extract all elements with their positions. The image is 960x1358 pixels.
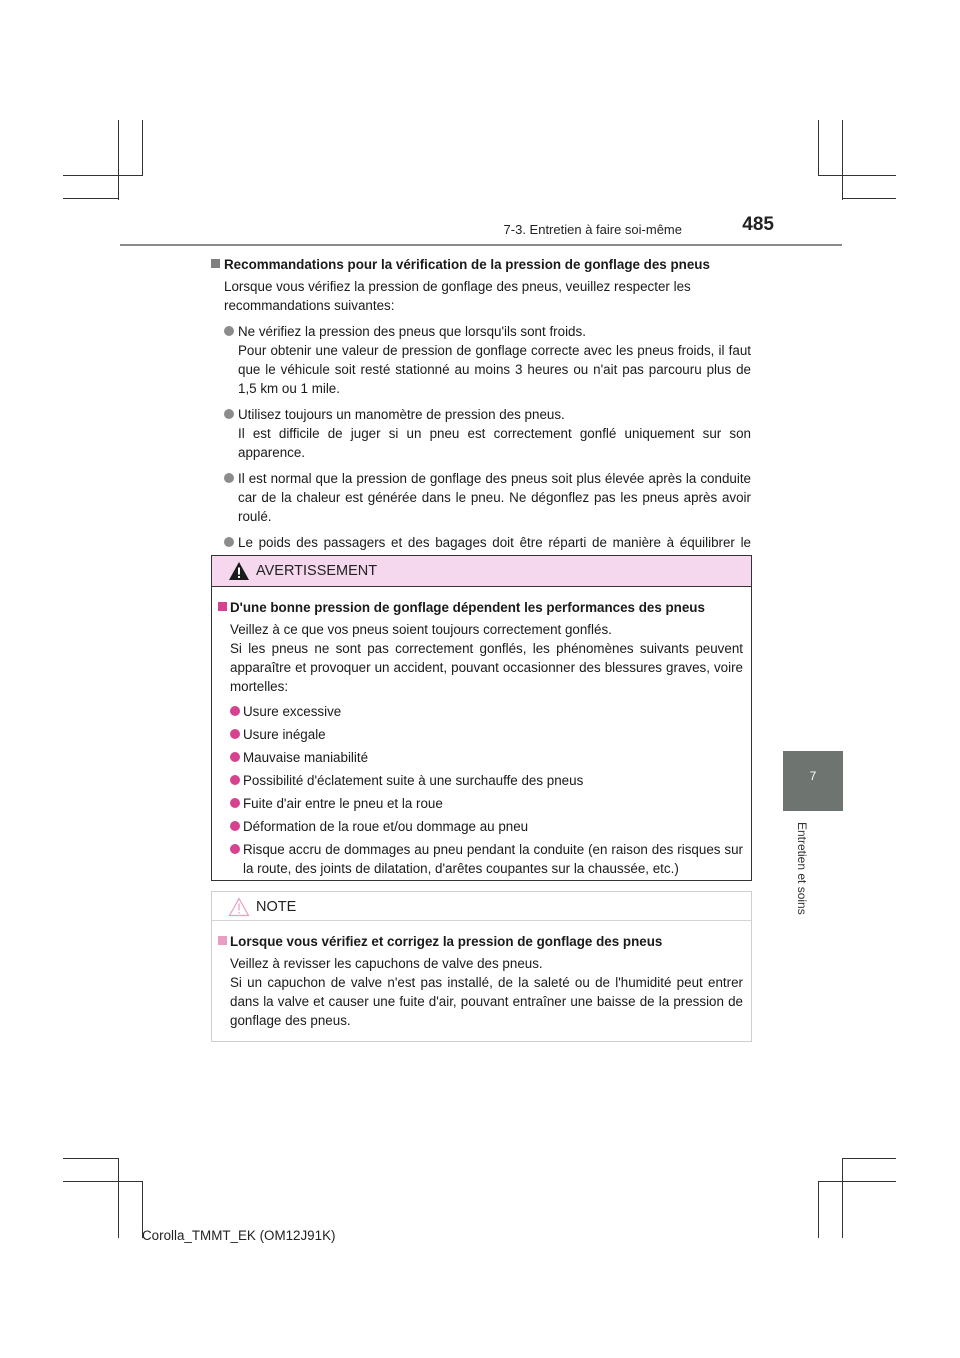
chapter-number: 7 [809, 769, 817, 783]
warning-box [211, 555, 752, 881]
warning-triangle-icon [228, 561, 250, 581]
square-bullet-icon [211, 259, 220, 268]
square-bullet-icon [218, 602, 227, 611]
caution-triangle-icon [228, 897, 250, 917]
list-item: Fuite d'air entre le pneu et la roue [218, 794, 743, 813]
bullet-dot-icon [230, 729, 240, 739]
crop-mark [142, 120, 143, 175]
list-item: Le poids des passagers et des bagages doit être réparti de manière à équilibrer le [211, 533, 751, 571]
list-item: Il est normal que la pression de gonflage des pneus soit plus élevée après la conduite car de la chaleur est générée dans le pneu. Ne dégonflez pas les pneus après avoir roulé. [211, 469, 751, 526]
crop-mark [63, 198, 118, 199]
bullet-dot-icon [224, 409, 234, 419]
crop-mark [63, 1158, 118, 1159]
bullet-dot-icon [224, 326, 234, 336]
note-header [212, 892, 751, 921]
crop-mark [818, 1181, 896, 1182]
warning-label: AVERTISSEMENT [256, 563, 378, 579]
bullet-dot-icon [224, 473, 234, 483]
crop-mark [63, 1181, 143, 1182]
list-item: Mauvaise maniabilité [218, 748, 743, 767]
list-item: Utilisez toujours un manomètre de pression des pneus. Il est difficile de juger si un pneu est correctement gonflé uniquement sur son apparence. [211, 405, 751, 462]
warning-body [212, 587, 751, 878]
main-heading: Recommandations pour la vérification de la pression de gonflage des pneus [211, 255, 751, 274]
note-body [212, 921, 751, 1030]
list-item: Risque accru de dommages au pneu pendant la conduite (en raison des risques sur la route, des joints de dilatation, d'arêtes coupantes sur la chaussée, etc.) [218, 840, 743, 878]
note-box [211, 891, 752, 1042]
warning-heading: D'une bonne pression de gonflage dépendent les performances des pneus [218, 598, 743, 617]
intro-text: Lorsque vous vérifiez la pression de gonflage des pneus, veuillez respecter les recommandations suivantes: [224, 279, 691, 313]
bullet-dot-icon [230, 798, 240, 808]
crop-mark [118, 120, 119, 200]
crop-mark [63, 175, 143, 176]
list-item: Déformation de la roue et/ou dommage au pneu [218, 817, 743, 836]
crop-mark [842, 120, 843, 200]
bullet-dot-icon [230, 752, 240, 762]
list-item: Possibilité d'éclatement suite à une surchauffe des pneus [218, 771, 743, 790]
list-item: Usure excessive [218, 702, 743, 721]
warning-text: Veillez à ce que vos pneus soient toujours correctement gonflés. Si les pneus ne sont pas correctement gonflés, les phénomènes suivants peuvent apparaître et provoquer un accident, pouvant occasionner des blessures graves, voire mortelles: [230, 622, 743, 694]
warning-header [212, 556, 751, 587]
main-content [211, 255, 751, 578]
bullet-dot-icon [230, 775, 240, 785]
crop-mark [842, 1158, 896, 1159]
crop-mark [818, 1181, 819, 1238]
footer-model-code: Corolla_TMMT_EK (OM12J91K) [142, 1228, 336, 1243]
list-item: Usure inégale [218, 725, 743, 744]
chapter-tab [783, 751, 843, 811]
crop-mark [842, 1158, 843, 1238]
crop-mark [842, 198, 896, 199]
crop-mark [118, 1158, 119, 1238]
section-title: 7-3. Entretien à faire soi-même [503, 222, 682, 237]
bullet-dot-icon [230, 821, 240, 831]
crop-mark [818, 120, 819, 175]
bullet-dot-icon [224, 537, 234, 547]
note-text: Veillez à revisser les capuchons de valve des pneus. Si un capuchon de valve n'est pas installé, de la saleté ou de l'humidité peut entrer dans la valve et causer une fuite d'air, pouvant entraîner une baisse de la pression de gonflage des pneus. [230, 956, 743, 1028]
bullet-dot-icon [230, 844, 240, 854]
page-number: 485 [742, 214, 774, 235]
bullet-dot-icon [230, 706, 240, 716]
square-bullet-icon [218, 936, 227, 945]
chapter-label: Entretien et soins [795, 822, 809, 915]
crop-mark [818, 175, 896, 176]
list-item: Ne vérifiez la pression des pneus que lorsqu'ils sont froids. Pour obtenir une valeur de pression de gonflage correcte avec les pneus froids, il faut que le véhicule soit resté stationné au moins 3 heures ou n'ait pas parcouru plus de 1,5 km ou 1 mile. [211, 322, 751, 398]
note-label: NOTE [256, 899, 297, 915]
header-rule [120, 244, 842, 246]
note-heading: Lorsque vous vérifiez et corrigez la pression de gonflage des pneus [218, 932, 743, 951]
